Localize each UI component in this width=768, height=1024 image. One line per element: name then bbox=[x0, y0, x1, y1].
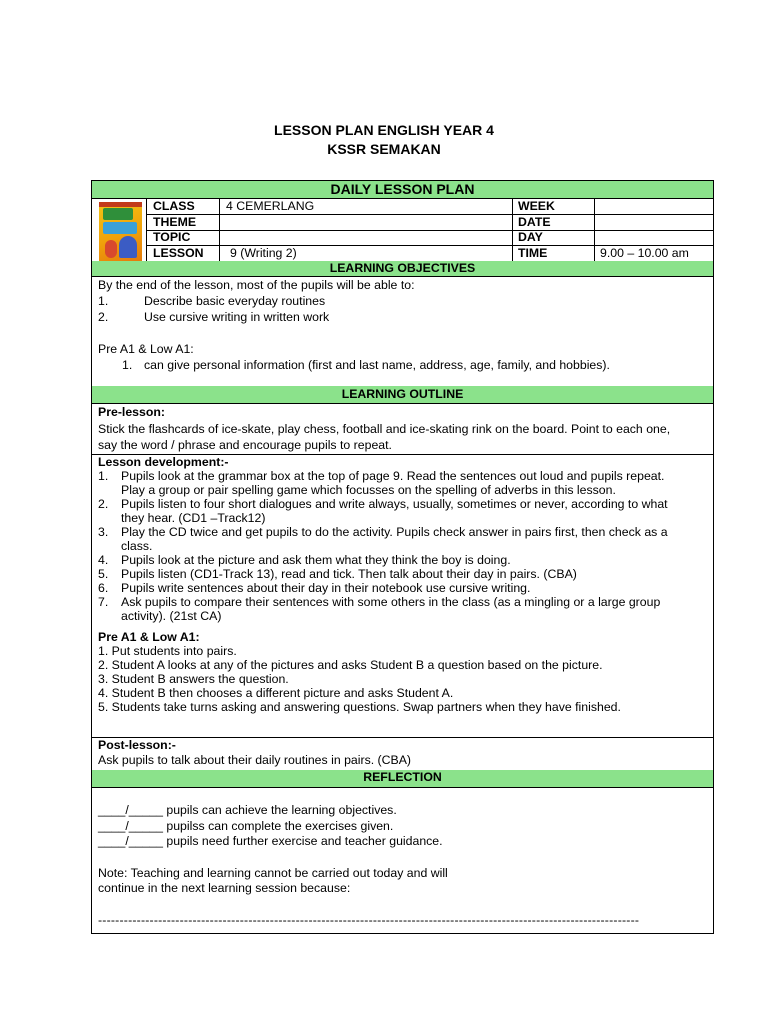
item-number: 5. bbox=[98, 567, 109, 581]
pre-a1-item: 1. Put students into pairs. bbox=[98, 644, 237, 658]
time-value: 9.00 – 10.00 am bbox=[600, 246, 689, 260]
item-number: 4. bbox=[98, 553, 109, 567]
theme-label: THEME bbox=[153, 215, 197, 229]
item-line: Pupils look at the grammar box at the top of page 9. Read the sentences out loud and pupils repeat. bbox=[121, 469, 665, 483]
objectives-intro: By the end of the lesson, most of the pupils will be able to: bbox=[98, 278, 415, 292]
item-line: Play a group or pair spelling game which focusses on the spelling of adverbs in this lesson. bbox=[121, 483, 616, 497]
item-line: Pupils listen (CD1-Track 13), read and tick. Then talk about their day in pairs. (CBA) bbox=[121, 567, 577, 581]
textbook-cover-image bbox=[99, 202, 142, 261]
class-value: 4 CEMERLANG bbox=[226, 199, 315, 213]
reflection-dash-line: ------------------------------------------------------------------------------------------------------------------------------ bbox=[98, 912, 640, 927]
pre-lesson-line: say the word / phrase and encourage pupils to repeat. bbox=[98, 438, 392, 452]
reflection-note: Note: Teaching and learning cannot be carried out today and will bbox=[98, 865, 448, 880]
item-line: Ask pupils to compare their sentences with some others in the class (as a mingling or a large group bbox=[121, 595, 661, 609]
lesson-development-section bbox=[98, 455, 707, 714]
development-item bbox=[98, 553, 707, 567]
pre-lesson-label: Pre-lesson: bbox=[98, 405, 165, 419]
development-item bbox=[98, 497, 707, 525]
pre-a1-label: Pre A1 & Low A1: bbox=[98, 630, 200, 644]
objective-number: 1. bbox=[98, 294, 109, 308]
pre-a1-item: 4. Student B then chooses a different picture and asks Student A. bbox=[98, 686, 454, 700]
lesson-value: 9 (Writing 2) bbox=[230, 246, 297, 260]
time-label: TIME bbox=[518, 246, 548, 260]
objective-item bbox=[98, 293, 707, 309]
reflection-line: ____/_____ pupils can achieve the learning objectives. bbox=[98, 803, 397, 817]
document-title: LESSON PLAN ENGLISH YEAR 4 bbox=[274, 122, 494, 138]
item-line: they hear. (CD1 –Track12) bbox=[121, 511, 266, 525]
development-item bbox=[98, 525, 707, 553]
daily-lesson-plan-header: DAILY LESSON PLAN bbox=[92, 181, 713, 199]
pre-objective-number: 1. bbox=[122, 358, 133, 372]
item-line: activity). (21st CA) bbox=[121, 609, 222, 623]
development-item bbox=[98, 469, 707, 497]
development-item bbox=[98, 567, 707, 581]
item-number: 3. bbox=[98, 525, 109, 539]
item-line: class. bbox=[121, 539, 153, 553]
pre-objective-item bbox=[98, 357, 707, 373]
post-lesson-label: Post-lesson:- bbox=[98, 738, 176, 752]
item-line: Play the CD twice and get pupils to do the activity. Pupils check answer in pairs first, then check as a bbox=[121, 525, 668, 539]
lesson-development-label: Lesson development:- bbox=[98, 455, 229, 469]
class-label: CLASS bbox=[153, 199, 195, 213]
pre-objective-text: can give personal information (first and last name, address, age, family, and hobbies). bbox=[144, 358, 610, 372]
date-label: DATE bbox=[518, 215, 551, 229]
item-line: Pupils look at the picture and ask them what they think the boy is doing. bbox=[121, 553, 511, 567]
learning-objectives-body bbox=[98, 277, 707, 373]
item-number: 6. bbox=[98, 581, 109, 595]
objective-item bbox=[98, 309, 707, 325]
pre-a1-item: 2. Student A looks at any of the pictures and asks Student B a question based on the picture. bbox=[98, 658, 603, 672]
post-lesson-text: Ask pupils to talk about their daily routines in pairs. (CBA) bbox=[98, 753, 412, 767]
lesson-label: LESSON bbox=[153, 246, 204, 260]
document-subtitle: KSSR SEMAKAN bbox=[327, 141, 441, 157]
pre-a1-item: 3. Student B answers the question. bbox=[98, 672, 289, 686]
learning-outline-header: LEARNING OUTLINE bbox=[92, 386, 713, 404]
objective-text: Use cursive writing in written work bbox=[144, 310, 330, 324]
item-line: Pupils listen to four short dialogues and write always, usually, sometimes or never, according to what bbox=[121, 497, 668, 511]
objective-number: 2. bbox=[98, 310, 109, 324]
post-lesson-section bbox=[98, 738, 707, 768]
reflection-body bbox=[98, 803, 707, 928]
objectives-pre-label: Pre A1 & Low A1: bbox=[98, 342, 194, 356]
pre-lesson-section bbox=[98, 404, 707, 454]
reflection-line: ____/_____ pupilss can complete the exercises given. bbox=[98, 818, 394, 833]
development-item bbox=[98, 581, 707, 595]
day-label: DAY bbox=[518, 230, 543, 244]
item-line: Pupils write sentences about their day in their notebook use cursive writing. bbox=[121, 581, 531, 595]
objective-text: Describe basic everyday routines bbox=[144, 294, 326, 308]
reflection-line: ____/_____ pupils need further exercise and teacher guidance. bbox=[98, 834, 443, 848]
item-number: 7. bbox=[98, 595, 109, 609]
week-label: WEEK bbox=[518, 199, 555, 213]
item-number: 2. bbox=[98, 497, 109, 511]
pre-a1-item: 5. Students take turns asking and answering questions. Swap partners when they have finished. bbox=[98, 700, 621, 714]
development-item bbox=[98, 595, 707, 623]
learning-objectives-header: LEARNING OBJECTIVES bbox=[92, 261, 713, 277]
pre-lesson-line: Stick the flashcards of ice-skate, play chess, football and ice-skating rink on the board. Point to each one, bbox=[98, 421, 671, 436]
item-number: 1. bbox=[98, 469, 109, 483]
lesson-plan-table bbox=[91, 180, 714, 934]
topic-label: TOPIC bbox=[153, 230, 191, 244]
reflection-header: REFLECTION bbox=[92, 770, 713, 788]
reflection-note: continue in the next learning session because: bbox=[98, 881, 351, 895]
